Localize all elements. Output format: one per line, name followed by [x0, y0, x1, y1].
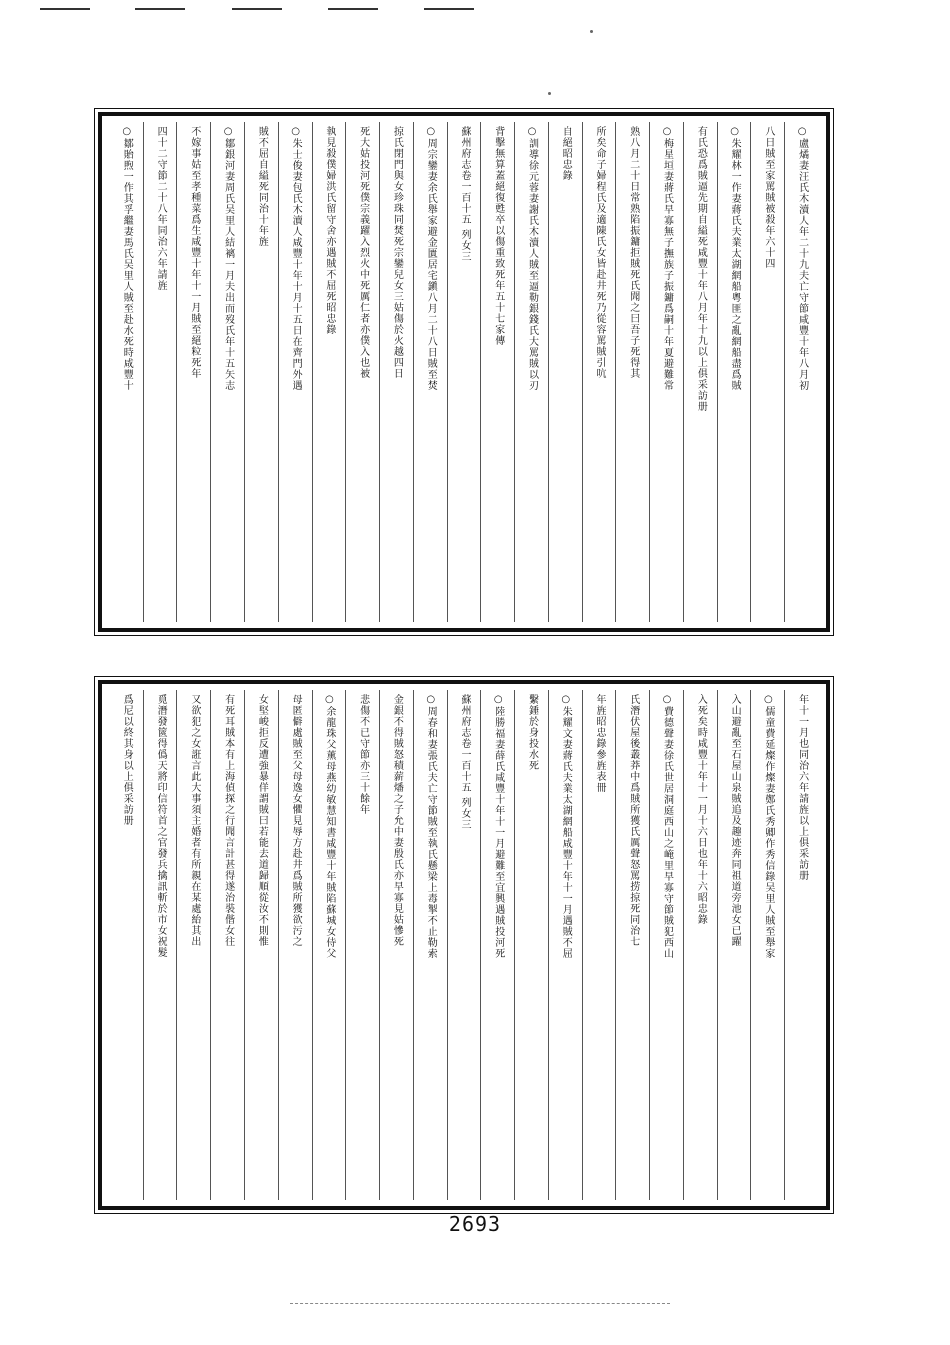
- scan-mark: [328, 8, 378, 10]
- bottom-page-panel: [98, 680, 830, 1210]
- text-column: [312, 122, 346, 622]
- column-text: 自絕昭忠錄: [560, 126, 572, 181]
- text-column: [244, 122, 278, 622]
- scan-mark: [135, 8, 185, 10]
- text-column: [379, 690, 413, 1200]
- bottom-text-columns: [110, 690, 818, 1200]
- text-column: [210, 690, 244, 1200]
- column-text: 氏潛伏屋後叢莽中爲賊所獲氏厲聲怒罵捞掠死同治七: [627, 694, 639, 947]
- scan-mark: [424, 8, 474, 10]
- top-text-columns: [110, 122, 818, 622]
- column-text: 入山避亂至石屋山泉賊追及趣迹奔同祖道旁池女已躍: [729, 694, 741, 947]
- page-number: 2693: [448, 1212, 502, 1236]
- column-text: 蘇州府志卷一百十五 列女三: [458, 694, 470, 831]
- column-text: 有氏恐爲賊逼先期自縊死咸豐十年八月年十九以上俱采訪册: [695, 126, 707, 412]
- text-column: [750, 690, 784, 1200]
- column-text: 繫錘於身投水死: [526, 694, 538, 771]
- text-column: [480, 122, 514, 622]
- column-text: 蘇州府志卷一百十五 列女三: [458, 126, 470, 263]
- column-text: 熟八月二十日常熟陷振鏞拒賊死氏聞之曰吾子死得其: [627, 126, 639, 379]
- column-text: 悲傷不已守節亦三十餘年: [357, 694, 369, 815]
- column-text: ○余龍珠父薰母燕幼敏慧知書咸豐十年賊陷蘇城女侍父: [323, 694, 335, 959]
- column-text: 賊不屈自縊死同治十年旌: [256, 126, 268, 247]
- text-column: [480, 690, 514, 1200]
- column-text: 四十二守節二十八年同治六年請旌: [155, 126, 167, 291]
- text-column: [784, 122, 818, 622]
- column-text: ○費德聲妻徐氏世居洞庭西山之崦里早寡守節賊犯西山: [661, 694, 673, 959]
- column-text: ○鄒銀河妻周氏吴里人結褵一月夫出而歿氏年十五矢志: [222, 126, 234, 391]
- column-text: 女堅峻拒反遭強暴佯謂賊曰若能去道歸順從汝不則惟: [256, 694, 268, 947]
- text-column: [514, 690, 548, 1200]
- column-text: ○訓導徐元蓉妻謝氏木瀆人賊至逼勒銀錢氏大罵賊以刃: [526, 126, 538, 391]
- text-column: [514, 122, 548, 622]
- text-column: [649, 122, 683, 622]
- column-text: 金銀不得賊怒積薪燔之子允中妻殷氏亦早寡見姑慘死: [391, 694, 403, 947]
- column-text: ○朱耀文妻蔣氏夫業太湖網船咸豐十年十一月遇賊不屈: [560, 694, 572, 959]
- column-text: 八日賊至家罵賊被殺年六十四: [762, 126, 774, 269]
- column-text: 掠氏閉門與女珍珠同焚死宗鑾兒女三姑傷於火越四日: [391, 126, 403, 379]
- column-text: ○陸勝福妻薛氏咸豐十年十一月避難至宜興遇賊投河死: [492, 694, 504, 959]
- column-text: ○周春和妻張氏夫亡守節賊至執氏懸梁上毒掣不止勒索: [425, 694, 437, 959]
- text-column: [176, 690, 210, 1200]
- text-column: [110, 690, 143, 1200]
- text-column: [210, 122, 244, 622]
- text-column: [717, 122, 751, 622]
- column-text: ○鄒貽煦一作其孚繼妻馬氏吴里人賊至赴水死時咸豐十: [121, 126, 133, 391]
- text-column: [548, 122, 582, 622]
- text-column: [345, 122, 379, 622]
- text-column: [379, 122, 413, 622]
- text-column: [110, 122, 143, 622]
- column-text: ○周宗鑾妻余氏舉家避金匱居宅鎭八月二十八日賊至焚: [425, 126, 437, 391]
- column-text: 爲尼以終其身以上俱采訪册: [121, 694, 133, 826]
- column-text: 背擊無算蓋絕復甦卒以傷重致死年五十七家傳: [492, 126, 504, 346]
- text-column: [345, 690, 379, 1200]
- text-column: [447, 122, 481, 622]
- text-column: [784, 690, 818, 1200]
- text-column: [615, 122, 649, 622]
- column-text: 年旌昭忠錄參旌表冊: [594, 694, 606, 793]
- scan-mark: [40, 8, 90, 10]
- column-text: ○梅星垣妻蔣氏早寡無子撫族子振鏞爲嗣十年夏避難常: [661, 126, 673, 391]
- text-column: [615, 690, 649, 1200]
- top-page-panel: [98, 112, 830, 632]
- column-text: ○朱士俊妻包氏木瀆人咸豐十年十月十五日在齊門外遇: [290, 126, 302, 391]
- text-column: [143, 690, 177, 1200]
- scan-speck: [548, 92, 551, 95]
- text-column: [582, 690, 616, 1200]
- text-column: [244, 690, 278, 1200]
- text-column: [548, 690, 582, 1200]
- column-text: 覓潛發篋得僞天將印信符首之官發兵擒訊斬於市女祝髮: [155, 694, 167, 958]
- text-column: [649, 690, 683, 1200]
- column-text: 年十一月也同治六年請旌以上俱采訪册: [796, 694, 808, 881]
- text-column: [413, 122, 447, 622]
- column-text: ○盧燏妻汪氏木瀆人年二十九夫亡守節咸豐十年八月初: [796, 126, 808, 391]
- text-column: [717, 690, 751, 1200]
- text-column: [143, 122, 177, 622]
- column-text: 不嫁事姑至孝種菜爲生咸豐十年十一月賊至絕粒死年: [188, 126, 200, 379]
- text-column: [278, 122, 312, 622]
- scan-mark: [232, 8, 282, 10]
- column-text: ○儒童費延燦作燦妻鄭氏秀卿作秀信錄吴里人賊至舉家: [762, 694, 774, 959]
- text-column: [750, 122, 784, 622]
- column-text: 有死耳賊本有上海偵探之行聞言計甚得遂治裝偕女往: [222, 694, 234, 947]
- text-column: [278, 690, 312, 1200]
- text-column: [447, 690, 481, 1200]
- column-text: 入死矣時咸豐十年十一月十六日也年十六昭忠錄: [695, 694, 707, 925]
- text-column: [683, 122, 717, 622]
- text-column: [683, 690, 717, 1200]
- column-text: 執見殺僕婦洪氏留守舍亦遇賊不屈死昭忠錄: [323, 126, 335, 335]
- text-column: [582, 122, 616, 622]
- text-column: [176, 122, 210, 622]
- column-text: 死大姑投河死僕宗義躍入烈火中死厲仁者亦僕入也被: [357, 126, 369, 379]
- text-column: [413, 690, 447, 1200]
- column-text: 母匿僻處賊至父母逸女懼見辱方赴井爲賊所獲欲污之: [290, 694, 302, 947]
- column-text: 所矣命子婦程氏及適陳氏女皆赴井死乃從容罵賊引吭: [594, 126, 606, 379]
- text-column: [312, 690, 346, 1200]
- column-text: ○朱耀林一作妻蔣氏夫業太湖網船粵匪之亂網船盡爲賊: [729, 126, 741, 391]
- scan-speck: [590, 30, 593, 33]
- bottom-rule: [290, 1303, 670, 1304]
- column-text: 又欲犯之女誑言此大事須主婚者有所親在某處紿其出: [188, 694, 200, 947]
